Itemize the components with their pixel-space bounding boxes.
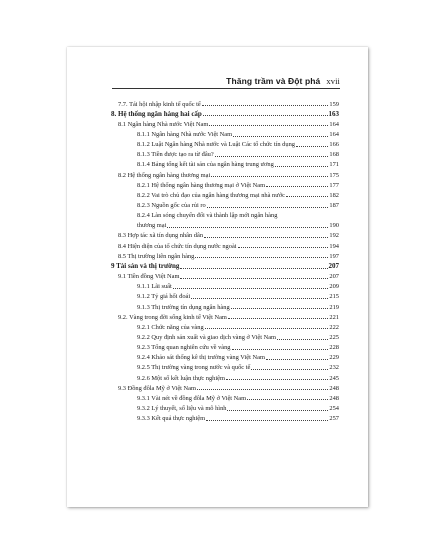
toc-entry-leader-dots [207,207,329,208]
toc-entry-page-number: 221 [329,313,339,321]
toc-entry-page-number: 175 [329,171,339,179]
toc-entry-page-number: 177 [329,181,339,189]
toc-entry [118,312,339,321]
toc-entry [137,332,339,341]
toc-entry-page-number: 164 [329,120,339,128]
toc-entry-page-number: 159 [329,100,339,108]
toc-entry [137,291,339,300]
toc-entry [137,322,339,331]
toc-entry [118,170,339,179]
toc-entry-title: 9.2.2 Quy định sản xuất và giao dịch vàng ở Việt Nam [137,333,277,341]
toc-entry [137,393,339,402]
toc-entry-leader-dots [227,410,328,411]
toc-entry-page-number: 209 [329,283,339,291]
toc-entry [118,241,339,250]
toc-entry-page-number: 171 [329,161,339,169]
toc-entry [137,281,339,290]
toc-entry [111,109,339,118]
toc-entry-leader-dots [206,420,328,421]
toc-entry-leader-dots [209,125,328,126]
toc-entry-title: 8.2.3 Nguồn gốc của rủi ro [137,202,206,209]
toc-entry-leader-dots [191,298,328,299]
toc-entry [137,149,339,158]
toc-entry-page-number: 168 [329,151,339,159]
toc-entry-title: 8.2.1 Hệ thống ngân hàng thương mại ở Việt Nam [137,181,266,189]
toc-entry-title: 8.2 Hệ thống ngân hàng thương mại [118,171,211,179]
toc-entry-title: 8.2.4 Làn sóng chuyển đổi và thành lập mới ngân hàng [137,212,278,220]
toc-entry [137,403,339,412]
toc-entry-title: 9.2.6 Một số kết luận thực nghiệm [137,374,225,382]
toc-entry [137,352,339,361]
toc-entry-leader-dots [211,176,328,177]
running-header-title: Thăng trầm và Đột phá [226,76,321,86]
toc-entry [137,220,339,229]
toc-entry-page-number: 222 [329,323,339,331]
toc-entry-page-number: 215 [329,293,339,301]
toc-entry-leader-dots [266,359,328,360]
toc-entry-page-number: 248 [329,394,339,402]
toc-entry-page-number: 192 [329,232,339,240]
toc-entry-page-number: 245 [329,374,339,382]
toc-entry [137,159,339,168]
toc-entry-title: 9.1.3 Thị trường tín dụng ngân hàng [137,303,230,311]
toc-entry-page-number: 164 [329,130,339,138]
toc-entry-title: 9.2.1 Chức năng của vàng [137,323,204,331]
toc-entry [137,180,339,189]
toc-entry-leader-dots [286,196,328,197]
toc-entry-title: 8.1.4 Bảng tổng kết tài sản của ngân hàng trung ương [137,161,274,169]
toc-entry-leader-dots [232,349,329,350]
toc-entry-leader-dots [238,247,329,248]
toc-entry [137,190,339,199]
toc-entry-leader-dots [275,166,329,167]
toc-entry-page-number: 190 [329,222,339,230]
toc-entry-leader-dots [205,328,329,329]
toc-entry [137,210,339,219]
toc-entry-page-number: 228 [329,344,339,352]
toc-entry-page-number: 166 [329,141,339,149]
toc-entry-page-number: 248 [329,384,339,392]
toc-entry-title: 8.1.3 Tiền được tạo ra từ đâu? [137,151,214,159]
toc-entry-page-number: 229 [329,354,339,362]
toc-entry [118,251,339,260]
toc-entry-page-number: 207 [328,261,339,270]
toc-entry-page-number: 207 [329,273,339,281]
toc-entry-title: 8. Hệ thống ngân hàng hai cấp [111,109,202,118]
toc-entry [137,413,339,422]
toc-entry-title: 9.1.1 Lãi suất [137,283,172,291]
toc-entry-title: 7.7. Tái hội nhập kinh tế quốc tế [118,100,201,108]
running-header-page-number: xvii [326,76,340,86]
toc-entry [137,362,339,371]
toc-entry-leader-dots [180,268,327,269]
toc-entry-title: 9.3.3 Kết quả thực nghiệm [137,415,206,423]
toc-entry-leader-dots [203,115,328,116]
toc-entry-page-number: 225 [329,333,339,341]
toc-entry-page-number: 194 [329,242,339,250]
toc-entry-title: 9.2.3 Tổng quan nghiên cứu về vàng [137,344,231,352]
toc-entry-title: 8.2.2 Vai trò chủ đạo của ngân hàng thương mại nhà nước [137,191,285,199]
toc-entry-leader-dots [233,136,328,137]
toc-entry-title: 8.3 Hợp tác xã tín dụng nhân dân [118,232,204,240]
toc-entry-leader-dots [202,105,329,106]
toc-entry [118,271,339,280]
toc-entry-title: 9.2.4 Khảo sát thống kê thị trường vàng Việt Nam [137,354,265,362]
toc-entry-title: 8.1.1 Ngân hàng Nhà nước Việt Nam [137,130,233,138]
toc-entry-leader-dots [215,156,329,157]
toc-entry-title: 9.3 Đồng đôla Mỹ ở Việt Nam [118,384,196,392]
toc-entry [137,342,339,351]
toc-entry [118,383,339,392]
toc-entry-title: 9 Tài sản và thị trường [111,261,180,270]
toc-entry-title: 8.4 Hiện diện của tổ chức tín dụng nước ngoài [118,242,237,250]
toc-entry [118,99,339,108]
toc-entry-leader-dots [180,278,328,279]
toc-entry [118,230,339,239]
toc-entry-leader-dots [228,318,329,319]
toc-entry-leader-dots [277,339,328,340]
toc-entry-title: 9.3.1 Vài nét về đồng đôla Mỹ ở Việt Nam [137,394,247,402]
toc-entry [137,373,339,382]
toc-entry-title: 8.1.2 Luật Ngân hàng Nhà nước và Luật Các tổ chức tín dụng [137,141,295,149]
toc-entry [118,119,339,128]
toc-entry [137,129,339,138]
toc-entry-leader-dots [251,369,328,370]
toc-entry-title: thương mại [137,222,167,230]
toc-entry-page-number: 163 [328,109,339,118]
toc-entry-title: 9.2. Vàng trong đời sống kinh tế Việt Nam [118,313,227,321]
toc-entry-leader-dots [266,186,328,187]
toc-entry-page-number: 257 [329,415,339,423]
toc-entry-title: 9.2.5 Thị trường vàng trong nước và quốc tế [137,364,251,372]
toc-entry-leader-dots [197,389,328,390]
toc-entry-leader-dots [296,146,328,147]
toc-entry [137,139,339,148]
toc-entry-leader-dots [204,237,328,238]
toc-entry-title: 8.5 Thị trường liên ngân hàng [118,252,195,260]
toc-entry [137,302,339,311]
toc-entry-leader-dots [226,379,328,380]
toc-entry-title: 8.1 Ngân hàng Nhà nước Việt Nam [118,120,209,128]
toc-entry-title: 9.1.2 Tỷ giá hối đoái [137,293,191,301]
toc-entry-leader-dots [247,399,328,400]
toc-entry [137,200,339,209]
toc-entry-leader-dots [195,257,328,258]
toc-entry-page-number: 254 [329,405,339,412]
toc-entry-title: 9.1 Tiền đồng Việt Nam [118,273,180,281]
toc-entry-page-number: 187 [329,202,339,209]
toc-entry-page-number: 182 [329,191,339,199]
toc-entry-page-number: 197 [329,252,339,260]
toc-entry [111,261,339,270]
toc-entry-title: 9.3.2 Lý thuyết, số liệu và mô hình [137,405,227,412]
toc-entry-page-number: 219 [329,303,339,311]
toc-entry-leader-dots [173,288,329,289]
toc-entry-leader-dots [167,227,328,228]
toc-entry-leader-dots [231,308,329,309]
toc-entry-page-number: 232 [329,364,339,372]
